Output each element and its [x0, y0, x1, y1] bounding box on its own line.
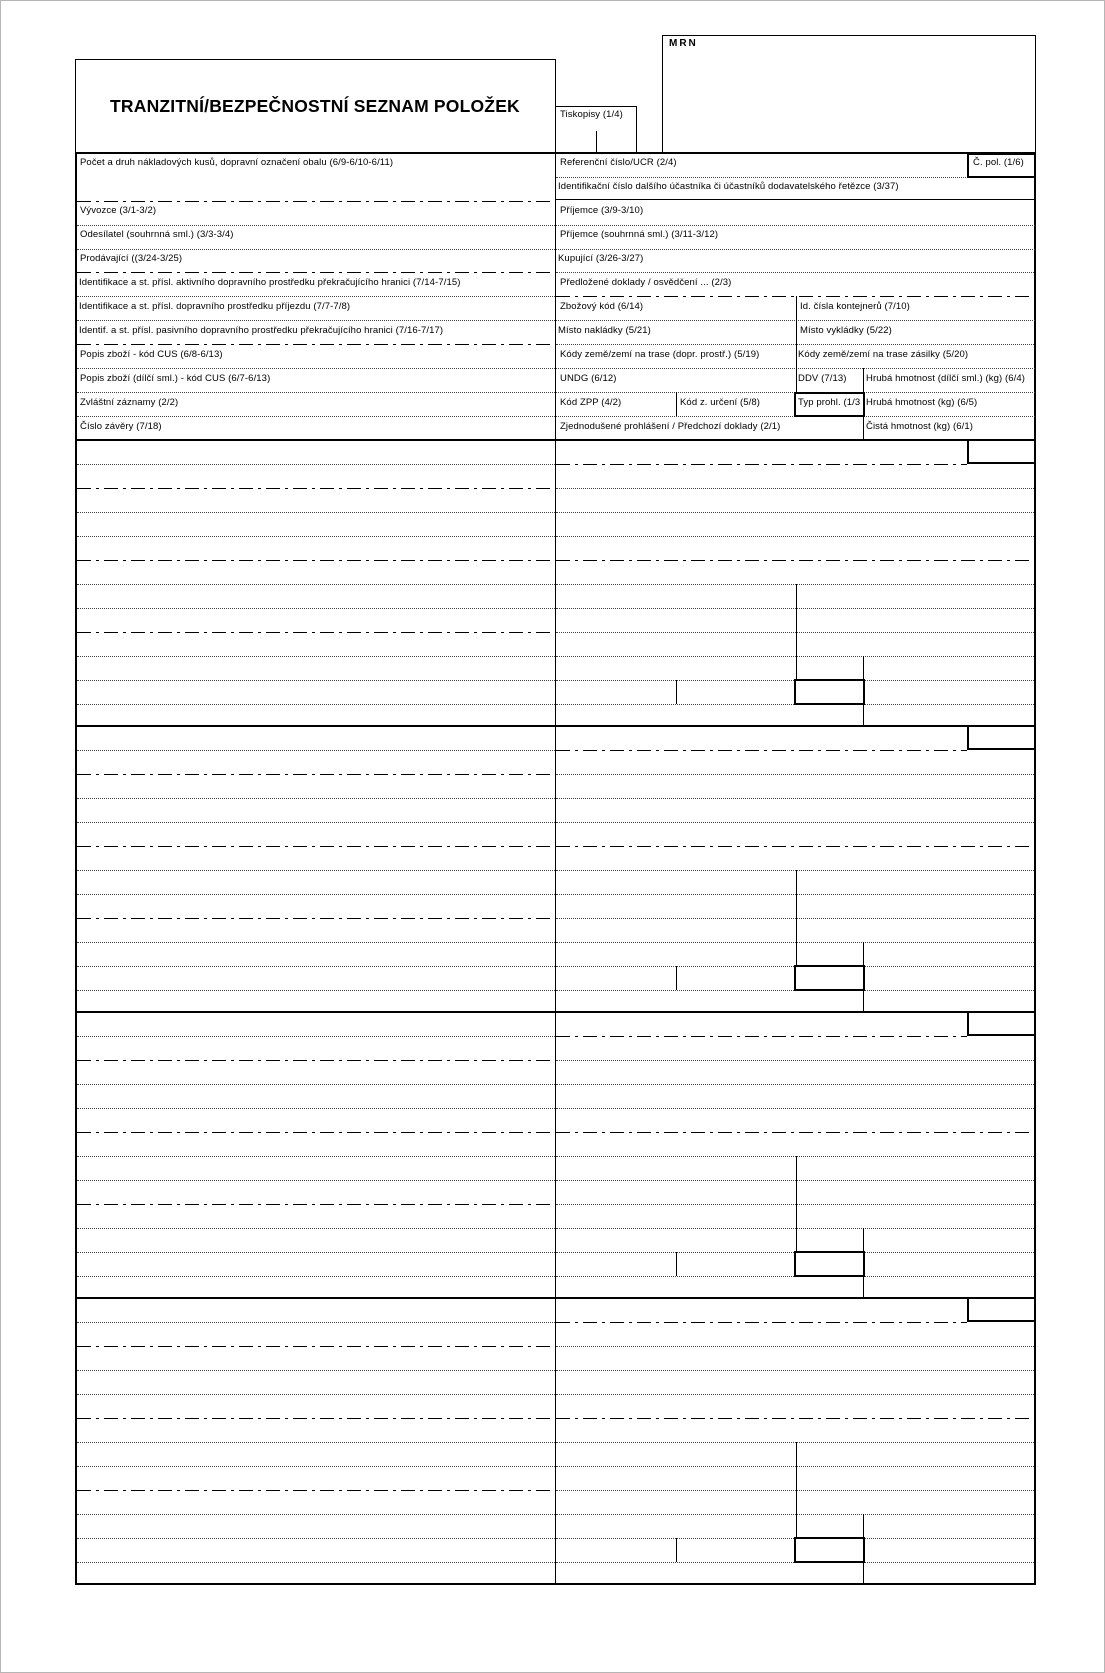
form-line [77, 1084, 555, 1085]
label-vyvozce: Vývozce (3/1-3/2) [80, 205, 157, 216]
form-line [556, 846, 1034, 847]
form-line [556, 870, 1034, 871]
label-identifikacni-cislo: Identifikační číslo dalšího účastníka či účastníků dodavatelského řetězce (3/37) [558, 181, 899, 192]
label-zvlastni-zaznamy: Zvláštní záznamy (2/2) [80, 397, 179, 408]
form-line [676, 1252, 677, 1276]
form-line [77, 560, 555, 561]
form-line [556, 608, 1034, 609]
form-line [77, 774, 555, 775]
item-block-frame [1034, 439, 1036, 727]
form-line [77, 1370, 555, 1371]
form-line [77, 990, 555, 991]
form-line [77, 1252, 555, 1253]
form-line [77, 464, 555, 465]
form-line [556, 1514, 1034, 1515]
label-popis-zbozi-cus: Popis zboží - kód CUS (6/8-6/13) [80, 349, 223, 360]
form-line [77, 656, 555, 657]
item-block-frame [1034, 725, 1036, 1013]
mrn-label: MRN [669, 38, 698, 49]
form-line [77, 704, 555, 705]
form-line [556, 1132, 1034, 1133]
form-line [77, 1490, 555, 1491]
item-number-box[interactable] [967, 439, 1036, 464]
form-line [77, 680, 555, 681]
item-block-frame [75, 725, 77, 1013]
form-line [77, 942, 555, 943]
label-pocet-druh: Počet a druh nákladových kusů, dopravní označení obalu (6/9-6/10-6/11) [80, 157, 394, 168]
form-line [556, 942, 1034, 943]
item-block-frame [75, 439, 77, 727]
form-line [676, 966, 677, 990]
form-line [556, 1370, 1034, 1371]
form-line [556, 1394, 1034, 1395]
form-line [556, 1490, 1034, 1491]
tiskopisy-label: Tiskopisy (1/4) [560, 109, 623, 120]
form-line [556, 536, 1034, 537]
label-hruba-hmotnost-dilci: Hrubá hmotnost (dílčí sml.) (kg) (6/4) [866, 373, 1026, 384]
form-line [556, 560, 1034, 561]
form-line [77, 1132, 555, 1133]
form-line [77, 1156, 555, 1157]
form-line [556, 798, 1034, 799]
form-line [77, 1538, 555, 1539]
form-line [77, 1276, 555, 1277]
item-block-frame [555, 725, 556, 1011]
form-line [77, 798, 555, 799]
label-kupujici: Kupující (3/26-3/27) [558, 253, 644, 264]
label-kody-zemi-zasilky: Kódy země/zemí na trase zásilky (5/20) [798, 349, 969, 360]
form-line [556, 1180, 1034, 1181]
form-line [676, 680, 677, 704]
form-line [556, 1322, 967, 1323]
label-zjednodusene-prohlaseni: Zjednodušené prohlášení / Předchozí doklady (2/1) [560, 421, 781, 432]
form-line [556, 1228, 1034, 1229]
mrn-box[interactable] [662, 35, 1036, 153]
declaration-type-box[interactable] [794, 1251, 865, 1277]
label-prodavajici: Prodávající ((3/24-3/25) [80, 253, 183, 264]
form-line [77, 608, 555, 609]
item-block-frame [75, 1583, 1036, 1585]
form-line [556, 1346, 1034, 1347]
form-line [77, 846, 555, 847]
form-line [556, 488, 1034, 489]
form-line [77, 870, 555, 871]
form-line [77, 1394, 555, 1395]
declaration-type-box[interactable] [794, 679, 865, 705]
form-line [676, 1538, 677, 1562]
form-line [556, 1442, 1034, 1443]
form-line [77, 1108, 555, 1109]
item-block-frame [75, 1011, 77, 1299]
form-line [77, 1180, 555, 1181]
item-number-box[interactable] [967, 1011, 1036, 1036]
form-line [77, 894, 555, 895]
form-line [77, 918, 555, 919]
label-kod-zpp: Kód ZPP (4/2) [560, 397, 622, 408]
label-zbozovy-kod: Zbožový kód (6/14) [560, 301, 644, 312]
form-line [556, 918, 1034, 919]
form-line [77, 1514, 555, 1515]
form-line [77, 822, 555, 823]
item-block-frame [555, 439, 556, 725]
item-number-box[interactable] [967, 725, 1036, 750]
form-line [77, 512, 555, 513]
form-line [77, 1466, 555, 1467]
form-line [556, 1466, 1034, 1467]
item-block-frame [75, 1297, 77, 1585]
form-line [556, 1060, 1034, 1061]
item-block-frame [1034, 1011, 1036, 1299]
form-line [77, 536, 555, 537]
form-line [556, 656, 1034, 657]
label-prijemce: Příjemce (3/9-3/10) [560, 205, 644, 216]
form-line [556, 1156, 1034, 1157]
item-block-frame [1034, 1297, 1036, 1585]
form-line [77, 1228, 555, 1229]
label-predlozene-doklady: Předložené doklady / osvědčení ... (2/3) [560, 277, 732, 288]
item-block-frame [555, 1011, 556, 1297]
label-id-cisla-kontejneru: Id. čísla kontejnerů (7/10) [800, 301, 910, 312]
item-block-frame [555, 1297, 556, 1583]
label-kody-zemi-prostr: Kódy země/zemí na trase (dopr. prostř.) (5/19) [560, 349, 760, 360]
form-line [556, 822, 1034, 823]
declaration-type-box[interactable] [794, 1537, 865, 1563]
label-cista-hmotnost: Čistá hmotnost (kg) (6/1) [866, 421, 974, 432]
label-identifikace-pasivniho: Identif. a st. přísl. pasivního dopravního prostředku překračujícího hranici (7/16-7/17) [79, 325, 444, 336]
form-line [556, 774, 1034, 775]
form-line [556, 750, 967, 751]
label-identifikace-aktivniho: Identifikace a st. přísl. aktivního dopravního prostředku překračujícího hranici (7/14-7/15) [79, 277, 461, 288]
form-line [77, 632, 555, 633]
label-prijemce-souhrnna: Příjemce (souhrnná sml.) (3/11-3/12) [560, 229, 719, 240]
label-odesilatel: Odesílatel (souhrnná sml.) (3/3-3/4) [80, 229, 234, 240]
form-line [556, 1204, 1034, 1205]
form-line [556, 1036, 967, 1037]
label-popis-zbozi-dilci: Popis zboží (dílčí sml.) - kód CUS (6/7-6/13) [80, 373, 271, 384]
form-line [556, 1418, 1034, 1419]
form-line [77, 1562, 555, 1563]
form-line [77, 1204, 555, 1205]
form-line [556, 512, 1034, 513]
form-line [556, 464, 967, 465]
form-line [77, 1060, 555, 1061]
label-c-pol: Č. pol. (1/6) [973, 157, 1024, 168]
label-kod-urceni: Kód z. určení (5/8) [680, 397, 761, 408]
label-misto-nakladky: Místo nakládky (5/21) [558, 325, 651, 336]
form-line [77, 750, 555, 751]
form-line [77, 1036, 555, 1037]
form-line [556, 584, 1034, 585]
label-cislo-zavery: Číslo závěry (7/18) [80, 421, 162, 432]
form-line [77, 1346, 555, 1347]
form-line [77, 966, 555, 967]
form-line [556, 1084, 1034, 1085]
form-line [556, 632, 1034, 633]
label-referencni-cislo: Referenční číslo/UCR (2/4) [560, 157, 677, 168]
label-hruba-hmotnost: Hrubá hmotnost (kg) (6/5) [866, 397, 978, 408]
declaration-type-box[interactable] [794, 965, 865, 991]
form-line [77, 488, 555, 489]
form-title: TRANZITNÍ/BEZPEČNOSTNÍ SEZNAM POLOŽEK [110, 96, 520, 116]
label-identifikace-prijezdu: Identifikace a st. přísl. dopravního prostředku příjezdu (7/7-7/8) [79, 301, 351, 312]
form-line [77, 1322, 555, 1323]
label-typ-prohl: Typ prohl. (1/3 [798, 397, 861, 408]
label-ddv: DDV (7/13) [798, 373, 847, 384]
form-line [77, 584, 555, 585]
form-line [77, 1418, 555, 1419]
label-undg: UNDG (6/12) [560, 373, 617, 384]
item-number-box[interactable] [967, 1297, 1036, 1322]
label-misto-vykladky: Místo vykládky (5/22) [800, 325, 892, 336]
form-line [556, 894, 1034, 895]
form-line [556, 1108, 1034, 1109]
form-line [77, 1442, 555, 1443]
